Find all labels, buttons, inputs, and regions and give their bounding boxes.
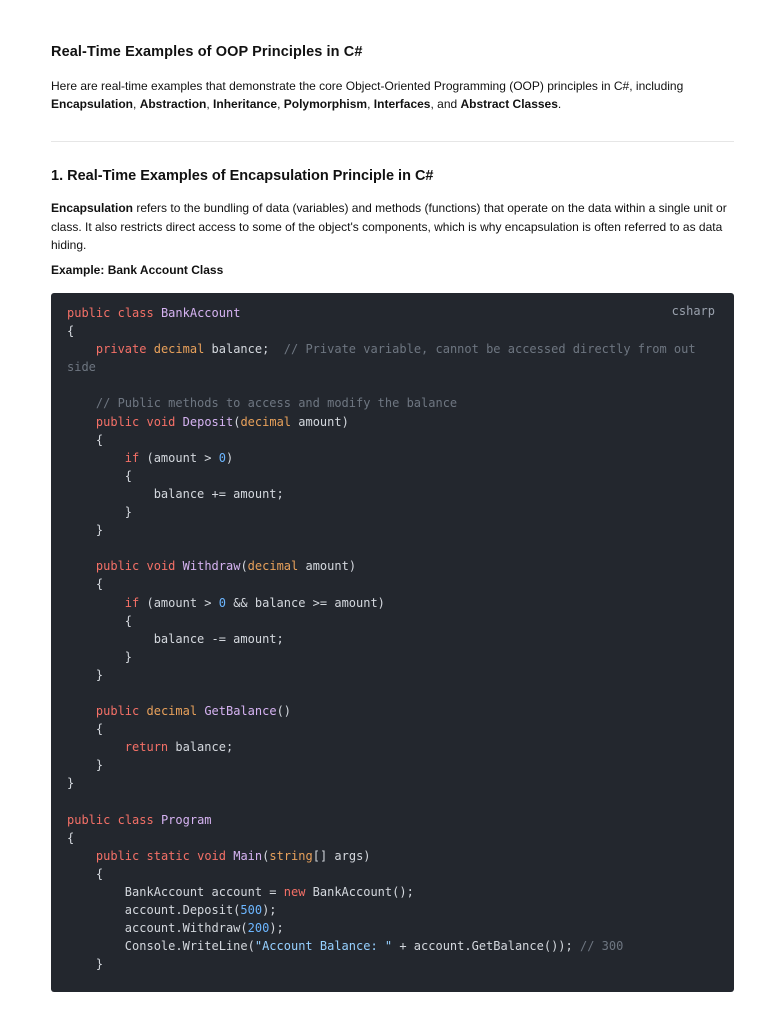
code-token xyxy=(175,415,182,429)
code-token: (amount > xyxy=(139,450,219,465)
term-inheritance: Inheritance xyxy=(213,97,278,111)
code-line xyxy=(67,758,103,772)
code-token: BankAccount(); xyxy=(305,885,414,899)
code-token: string xyxy=(269,848,313,863)
code-token: BankAccount xyxy=(160,306,241,320)
code-line xyxy=(67,957,103,971)
code-line xyxy=(67,469,132,483)
code-token: { xyxy=(67,324,75,339)
code-token: (amount > xyxy=(139,595,219,610)
code-line xyxy=(67,831,74,845)
code-token: decimal xyxy=(146,704,198,719)
code-line xyxy=(67,433,103,447)
code-token: Deposit xyxy=(182,414,234,429)
code-token: static xyxy=(146,848,190,863)
code-token: "Account Balance: " xyxy=(254,939,393,954)
code-token xyxy=(139,415,146,429)
code-line xyxy=(67,396,457,410)
term-abstraction: Abstraction xyxy=(139,97,207,111)
code-token: balance; xyxy=(204,342,284,357)
code-token: public xyxy=(67,306,111,320)
term-abstract-classes: Abstract Classes xyxy=(460,97,558,111)
code-token xyxy=(67,559,96,573)
code-token: 0 xyxy=(218,595,226,610)
code-token: amount) xyxy=(298,559,357,574)
code-token xyxy=(67,740,125,754)
example-title: Example: Bank Account Class xyxy=(51,263,224,277)
code-token: void xyxy=(146,559,176,574)
code-line xyxy=(67,867,103,881)
code-token xyxy=(67,451,125,465)
code-line xyxy=(67,668,103,682)
code-token: amount) xyxy=(291,414,349,429)
code-line xyxy=(67,505,132,519)
code-content[interactable] xyxy=(67,304,696,973)
code-token: { xyxy=(67,577,104,592)
code-token: () xyxy=(276,704,292,719)
code-token: account.Withdraw( xyxy=(67,921,248,936)
code-token xyxy=(154,813,161,827)
page-title: Real-Time Examples of OOP Principles in C# xyxy=(51,44,363,60)
code-token xyxy=(67,849,96,863)
code-token: Main xyxy=(233,848,263,863)
code-token xyxy=(67,342,96,356)
code-line xyxy=(67,415,349,429)
code-token: decimal xyxy=(153,342,205,357)
code-line xyxy=(67,939,623,953)
code-token: } xyxy=(67,776,75,791)
code-token: new xyxy=(283,885,306,899)
definition-text: refers to the bundling of data (variables) and methods (functions) that operate on the data within a single unit or class. It also restricts direct access to some of the object's components, which is why encapsulation is often referred to as data hiding. xyxy=(51,201,727,252)
code-token: } xyxy=(67,505,133,520)
code-token: Program xyxy=(160,812,212,827)
code-token: ( xyxy=(262,848,270,863)
code-token: + account.GetBalance()); xyxy=(392,939,580,954)
term-polymorphism: Polymorphism xyxy=(283,97,368,111)
code-token xyxy=(67,415,96,429)
code-line xyxy=(67,885,414,899)
code-token xyxy=(67,596,125,610)
code-token: ); xyxy=(269,921,284,936)
code-token: { xyxy=(67,613,133,628)
code-line xyxy=(67,487,284,501)
code-token xyxy=(139,849,146,863)
code-line xyxy=(67,632,284,646)
code-token: class xyxy=(117,812,154,827)
code-line xyxy=(67,903,277,917)
code-line xyxy=(67,650,132,664)
code-token: [] args) xyxy=(312,848,371,863)
code-token xyxy=(110,306,117,320)
code-token: BankAccount account = xyxy=(67,885,284,899)
code-token: ); xyxy=(262,903,277,918)
code-line xyxy=(67,306,240,320)
code-token xyxy=(154,306,161,320)
code-token: void xyxy=(146,414,176,429)
code-token xyxy=(67,704,96,718)
code-token xyxy=(190,849,197,863)
code-line xyxy=(67,360,96,374)
code-token: ) xyxy=(225,450,234,465)
definition-term: Encapsulation xyxy=(51,201,134,215)
code-token: return xyxy=(124,740,169,755)
code-token: // Private variable, cannot be accessed directly from out xyxy=(283,342,696,357)
code-line xyxy=(67,559,356,573)
code-token: // Public methods to access and modify the balance xyxy=(95,396,458,411)
code-token: 200 xyxy=(247,921,270,936)
code-line xyxy=(67,813,212,827)
code-token: if xyxy=(124,450,140,465)
code-line xyxy=(67,614,132,628)
code-token: public xyxy=(95,848,140,863)
code-token: } xyxy=(67,523,104,538)
code-token: { xyxy=(67,432,104,447)
code-line xyxy=(67,577,103,591)
code-token: side xyxy=(67,360,96,375)
intro-text: Here are real-time examples that demonstrate the core Object-Oriented Programming (OOP) principles in C#, including xyxy=(51,79,684,93)
code-line xyxy=(67,451,233,465)
code-token: private xyxy=(95,342,147,357)
code-token: { xyxy=(67,468,133,483)
term-encapsulation: Encapsulation xyxy=(51,97,134,111)
code-token: public xyxy=(67,812,111,827)
code-line xyxy=(67,740,233,754)
code-token xyxy=(175,559,182,573)
code-token: { xyxy=(67,830,75,845)
code-token: } xyxy=(67,758,104,773)
code-token: } xyxy=(67,667,104,682)
code-line xyxy=(67,704,291,718)
term-interfaces: Interfaces xyxy=(373,97,431,111)
intro-paragraph: Here are real-time examples that demonstrate the core Object-Oriented Programming (OOP) principles in C#, including Encapsulation, Abstraction, Inheritance, Polymorphism, Interfaces, and Abstract Classes. xyxy=(51,79,684,111)
code-token: decimal xyxy=(240,414,292,429)
code-token xyxy=(139,559,146,573)
code-line xyxy=(67,722,103,736)
code-token: // 300 xyxy=(579,939,624,954)
code-language-label: csharp xyxy=(671,304,715,318)
code-token: Console.WriteLine( xyxy=(67,939,255,954)
code-line xyxy=(67,921,284,935)
code-token: public xyxy=(95,704,140,719)
code-token: class xyxy=(117,306,154,320)
code-token xyxy=(146,342,153,356)
code-token: ( xyxy=(240,559,248,574)
code-token: balance -= amount; xyxy=(67,631,284,646)
code-token: GetBalance xyxy=(204,704,277,719)
code-token: void xyxy=(197,848,226,863)
code-token: 500 xyxy=(240,903,263,918)
code-block[interactable] xyxy=(51,293,734,992)
code-token: public xyxy=(95,414,140,429)
section-heading: 1. Real-Time Examples of Encapsulation Principle in C# xyxy=(51,168,434,184)
code-line xyxy=(67,849,371,863)
code-line xyxy=(67,324,74,338)
code-line xyxy=(67,776,74,790)
code-token: && balance >= amount) xyxy=(225,595,385,610)
code-token xyxy=(67,396,96,410)
code-token: { xyxy=(67,722,104,737)
code-token xyxy=(139,704,146,718)
code-token: account.Deposit( xyxy=(67,903,241,918)
code-token: { xyxy=(67,866,104,881)
code-token: balance += amount; xyxy=(67,486,284,501)
code-token: 0 xyxy=(218,450,226,465)
code-token: if xyxy=(124,595,140,610)
code-token xyxy=(110,813,117,827)
code-line xyxy=(67,523,103,537)
code-line xyxy=(67,596,385,610)
definition-paragraph xyxy=(51,199,734,255)
code-token: public xyxy=(95,559,140,574)
code-token: Withdraw xyxy=(182,559,241,574)
code-token: ( xyxy=(233,414,241,429)
section-divider xyxy=(51,141,734,142)
code-token: balance; xyxy=(168,740,234,755)
code-token: } xyxy=(67,649,133,664)
code-token: decimal xyxy=(247,559,299,574)
code-line xyxy=(67,342,696,356)
code-token: } xyxy=(67,957,104,972)
